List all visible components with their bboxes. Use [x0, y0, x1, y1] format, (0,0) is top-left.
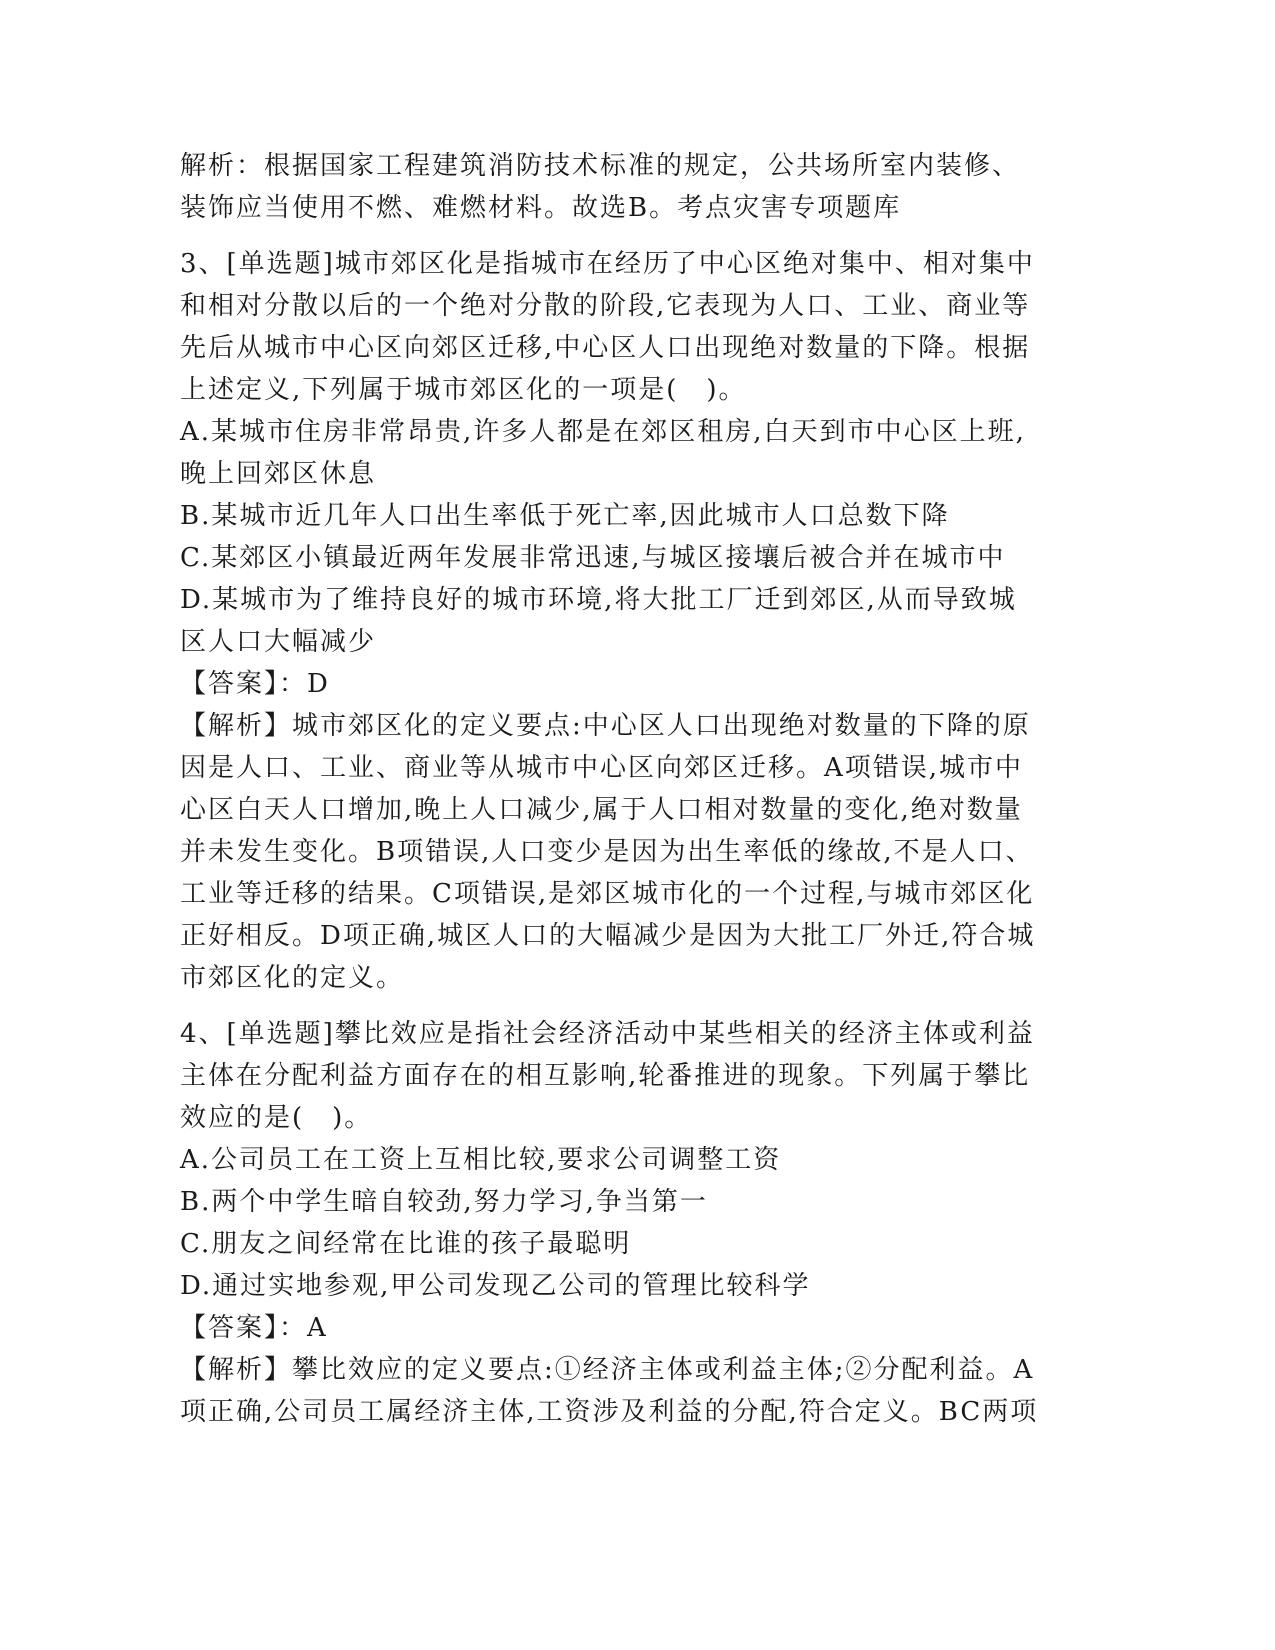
analysis-line: 市郊区化的定义。 [180, 963, 405, 993]
analysis-line: 项正确,公司员工属经济主体,工资涉及利益的分配,符合定义。BC两项 [180, 1397, 1039, 1427]
option-c: C.朋友之间经常在比谁的孩子最聪明 [180, 1229, 632, 1259]
answer: 【答案】：D [180, 669, 330, 699]
analysis-line: 并未发生变化。B项错误,人口变少是因为出生率低的缘故,不是人口、 [180, 837, 1034, 867]
analysis-line: 正好相反。D项正确,城区人口的大幅减少是因为大批工厂外迁,符合城 [180, 921, 1036, 951]
question-stem-line: 和相对分散以后的一个绝对分散的阶段,它表现为人口、工业、商业等 [180, 291, 1031, 321]
analysis-line: 【解析】攀比效应的定义要点:①经济主体或利益主体;②分配利益。A [180, 1355, 1035, 1385]
text-line: 解析：根据国家工程建筑消防技术标准的规定，公共场所室内装修、 [180, 151, 1021, 181]
analysis-line: 工业等迁移的结果。C项错误,是郊区城市化的一个过程,与城市郊区化 [180, 879, 1035, 909]
option-b: B.某城市近几年人口出生率低于死亡率,因此城市人口总数下降 [180, 501, 950, 531]
answer: 【答案】：A [180, 1313, 328, 1343]
question-stem-line: 上述定义,下列属于城市郊区化的一项是( )。 [180, 375, 747, 405]
option-b: B.两个中学生暗自较劲,努力学习,争当第一 [180, 1187, 708, 1217]
question-4 [180, 1013, 1080, 1433]
option-a: A.某城市住房非常昂贵,许多人都是在郊区租房,白天到市中心区上班, [180, 417, 1026, 447]
analysis-line: 心区白天人口增加,晚上人口减少,属于人口相对数量的变化,绝对数量 [180, 795, 1023, 825]
text-line: 装饰应当使用不燃、难燃材料。故选B。考点灾害专项题库 [180, 193, 902, 223]
question-stem-line: 3、[单选题]城市郊区化是指城市在经历了中心区绝对集中、相对集中 [180, 249, 1035, 279]
explanation-block [180, 145, 1080, 229]
option-a: A.公司员工在工资上互相比较,要求公司调整工资 [180, 1145, 782, 1175]
question-3 [180, 243, 1080, 999]
question-stem-line: 先后从城市中心区向郊区迁移,中心区人口出现绝对数量的下降。根据 [180, 333, 1031, 363]
analysis-line: 【解析】城市郊区化的定义要点:中心区人口出现绝对数量的下降的原 [180, 711, 1031, 741]
option-d-continued: 区人口大幅减少 [180, 627, 377, 657]
question-stem-line: 效应的是( )。 [180, 1103, 373, 1133]
option-d: D.某城市为了维持良好的城市环境,将大批工厂迁到郊区,从而导致城 [180, 585, 1017, 615]
option-a-continued: 晚上回郊区休息 [180, 459, 377, 489]
document-page [180, 145, 1080, 1433]
option-c: C.某郊区小镇最近两年发展非常迅速,与城区接壤后被合并在城市中 [180, 543, 1006, 573]
question-stem-line: 4、[单选题]攀比效应是指社会经济活动中某些相关的经济主体或利益 [180, 1019, 1035, 1049]
question-stem-line: 主体在分配利益方面存在的相互影响,轮番推进的现象。下列属于攀比 [180, 1061, 1031, 1091]
analysis-line: 因是人口、工业、商业等从城市中心区向郊区迁移。A项错误,城市中 [180, 753, 1024, 783]
option-d: D.通过实地参观,甲公司发现乙公司的管理比较科学 [180, 1271, 811, 1301]
